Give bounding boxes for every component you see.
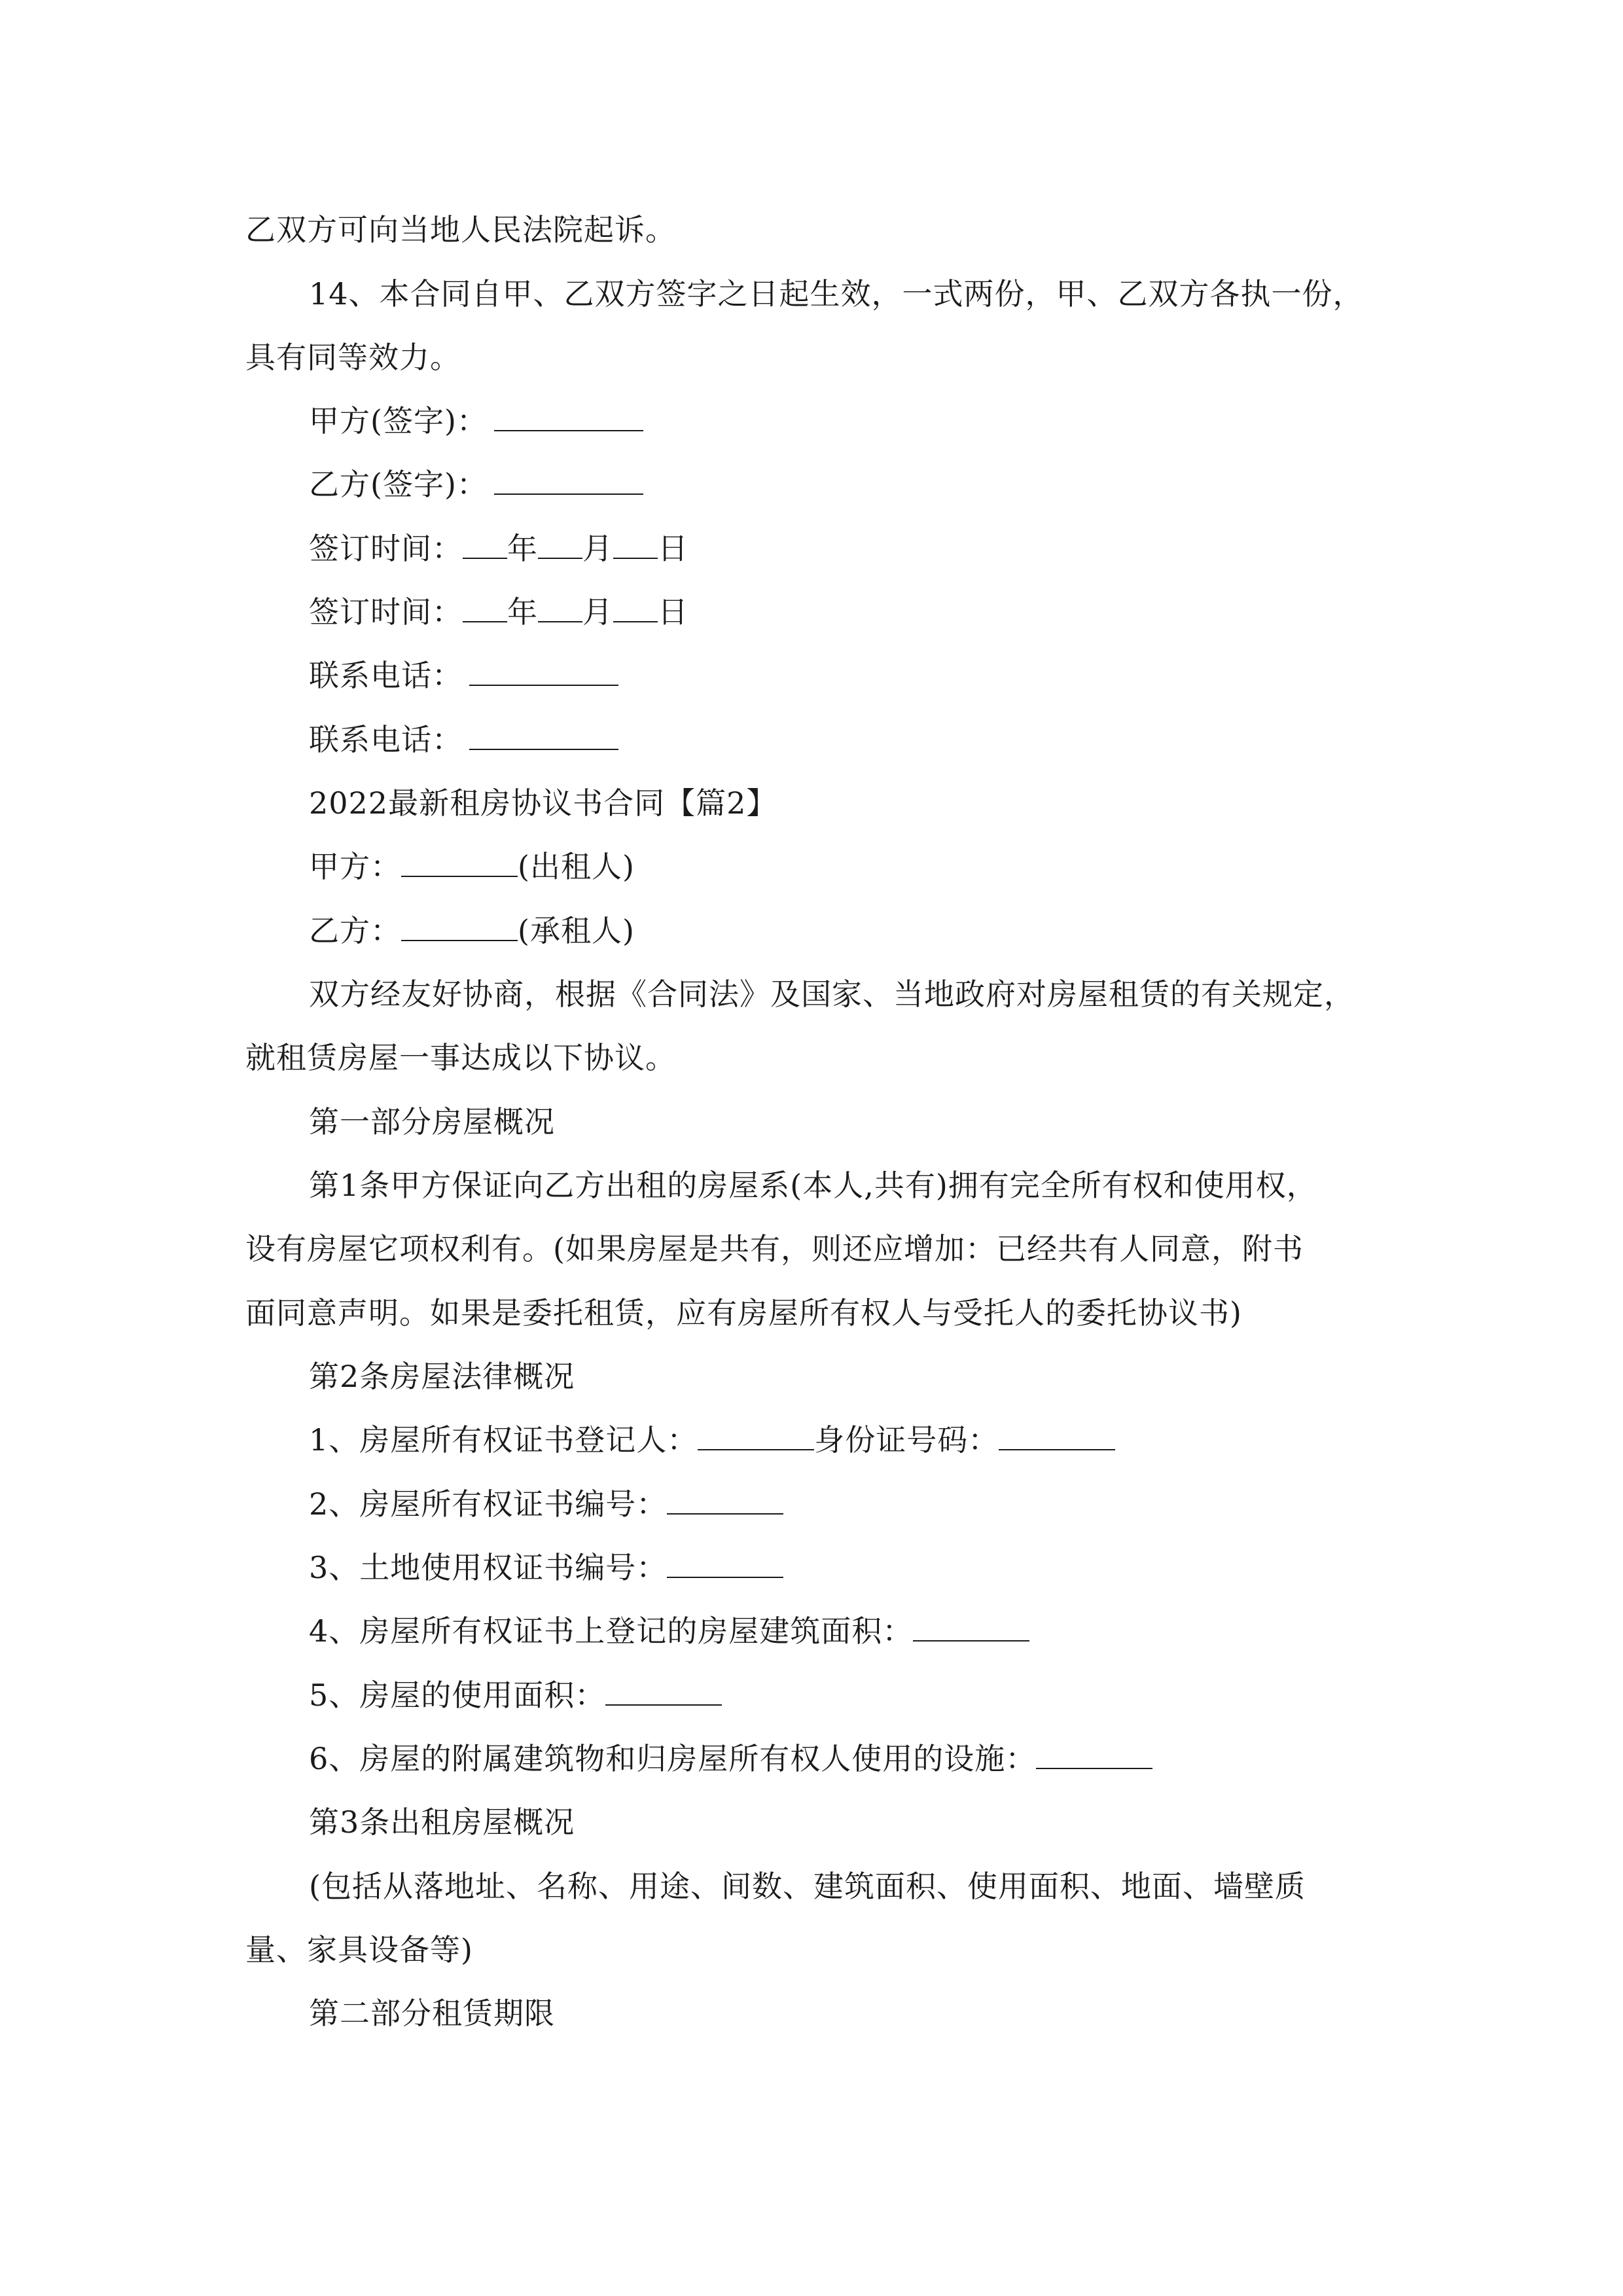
line-text: 4、房屋所有权证书上登记的房屋建筑面积： (309, 1613, 914, 1649)
line-text: 身份证号码： (814, 1422, 999, 1458)
line-text: 第一部分房屋概况 (309, 1104, 555, 1139)
signature-blank (494, 400, 643, 431)
line-text: 甲方： (309, 849, 401, 884)
line-text: (承租人) (518, 913, 635, 948)
date-unit: 年 (507, 531, 538, 566)
line-text: 面同意声明。如果是委托租赁，应有房屋所有权人与受托人的委托协议书) (245, 1295, 1242, 1331)
month-blank (538, 591, 582, 622)
line-text: 量、家具设备等) (245, 1932, 473, 1967)
line-text: (出租人) (518, 849, 635, 884)
text-line (245, 1026, 1384, 1090)
line-text: 乙方： (309, 913, 401, 948)
line-text: 第1条甲方保证向乙方出租的房屋系(本人,共有)拥有完全所有权和使用权， (309, 1168, 1317, 1203)
phone-line (309, 708, 1448, 772)
text-line (245, 1918, 1384, 1982)
field-blank (605, 1674, 722, 1706)
party-b-line (309, 899, 1448, 963)
field-blank (667, 1483, 783, 1515)
line-text: (包括从落地址、名称、用途、间数、建筑面积、使用面积、地面、墙壁质 (309, 1869, 1306, 1904)
name-blank (401, 846, 518, 877)
date-unit: 日 (658, 594, 688, 630)
line-text: 联系电话： (309, 658, 463, 693)
phone-line (309, 643, 1448, 708)
line-text: 2022最新租房协议书合同【篇2】 (309, 785, 777, 821)
signature-blank (494, 463, 643, 495)
phone-blank (469, 719, 618, 750)
date-unit: 月 (582, 531, 613, 566)
signing-date-line (309, 580, 1448, 644)
line-text: 3、土地使用权证书编号： (309, 1550, 668, 1585)
line-text: 签订时间： (309, 531, 463, 566)
line-text: 双方经友好协商，根据《合同法》及国家、当地政府对房屋租赁的有关规定， (309, 977, 1355, 1012)
line-text: 第3条出租房屋概况 (309, 1804, 575, 1840)
section-title (309, 771, 1448, 835)
line-text: 第2条房屋法律概况 (309, 1359, 575, 1394)
line-text: 乙方(签字)： (309, 467, 488, 502)
line-text: 具有同等效力。 (245, 340, 461, 375)
text-line (245, 198, 1384, 262)
name-blank (401, 910, 518, 941)
line-text: 6、房屋的附属建筑物和归房屋所有权人使用的设施： (309, 1741, 1037, 1776)
field-blank (1036, 1738, 1152, 1769)
month-blank (538, 528, 582, 559)
date-unit: 日 (658, 531, 688, 566)
part-heading (309, 1090, 1448, 1154)
field-blank (999, 1419, 1115, 1450)
year-blank (463, 591, 507, 622)
form-field-line (309, 1599, 1448, 1663)
phone-blank (469, 655, 618, 686)
signing-date-line (309, 516, 1448, 581)
field-blank (698, 1419, 814, 1450)
line-text: 5、房屋的使用面积： (309, 1677, 606, 1713)
party-a-signature-line (309, 389, 1448, 453)
text-line (245, 325, 1384, 389)
date-unit: 月 (582, 594, 613, 630)
line-text: 联系电话： (309, 722, 463, 757)
text-line (309, 962, 1448, 1026)
date-unit: 年 (507, 594, 538, 630)
text-line (309, 1854, 1448, 1918)
line-text: 签订时间： (309, 594, 463, 630)
article-heading (309, 1344, 1448, 1408)
field-blank (913, 1610, 1029, 1641)
article-heading (309, 1790, 1448, 1854)
form-field-line (309, 1727, 1448, 1791)
form-field-line (309, 1408, 1448, 1472)
line-text: 第二部分租赁期限 (309, 1996, 555, 2031)
form-field-line (309, 1663, 1448, 1727)
day-blank (613, 528, 658, 559)
line-text: 1、房屋所有权证书登记人： (309, 1422, 698, 1458)
form-field-line (309, 1472, 1448, 1536)
party-a-line (309, 834, 1448, 899)
line-text: 2、房屋所有权证书编号： (309, 1486, 668, 1522)
part-heading (309, 1981, 1448, 2045)
line-text: 设有房屋它项权利有。(如果房屋是共有，则还应增加：已经共有人同意，附书 (245, 1231, 1304, 1266)
line-text: 甲方(签字)： (309, 403, 488, 439)
party-b-signature-line (309, 452, 1448, 516)
day-blank (613, 591, 658, 622)
text-line (245, 1217, 1384, 1281)
text-line (245, 1281, 1384, 1345)
line-text: 14、本合同自甲、乙双方签字之日起生效，一式两份，甲、乙双方各执一份， (309, 276, 1364, 312)
line-text: 乙双方可向当地人民法院起诉。 (245, 212, 676, 247)
year-blank (463, 528, 507, 559)
text-line (309, 262, 1448, 326)
text-line (309, 1153, 1448, 1217)
field-blank (667, 1547, 783, 1578)
line-text: 就租赁房屋一事达成以下协议。 (245, 1040, 676, 1075)
form-field-line (309, 1535, 1448, 1600)
